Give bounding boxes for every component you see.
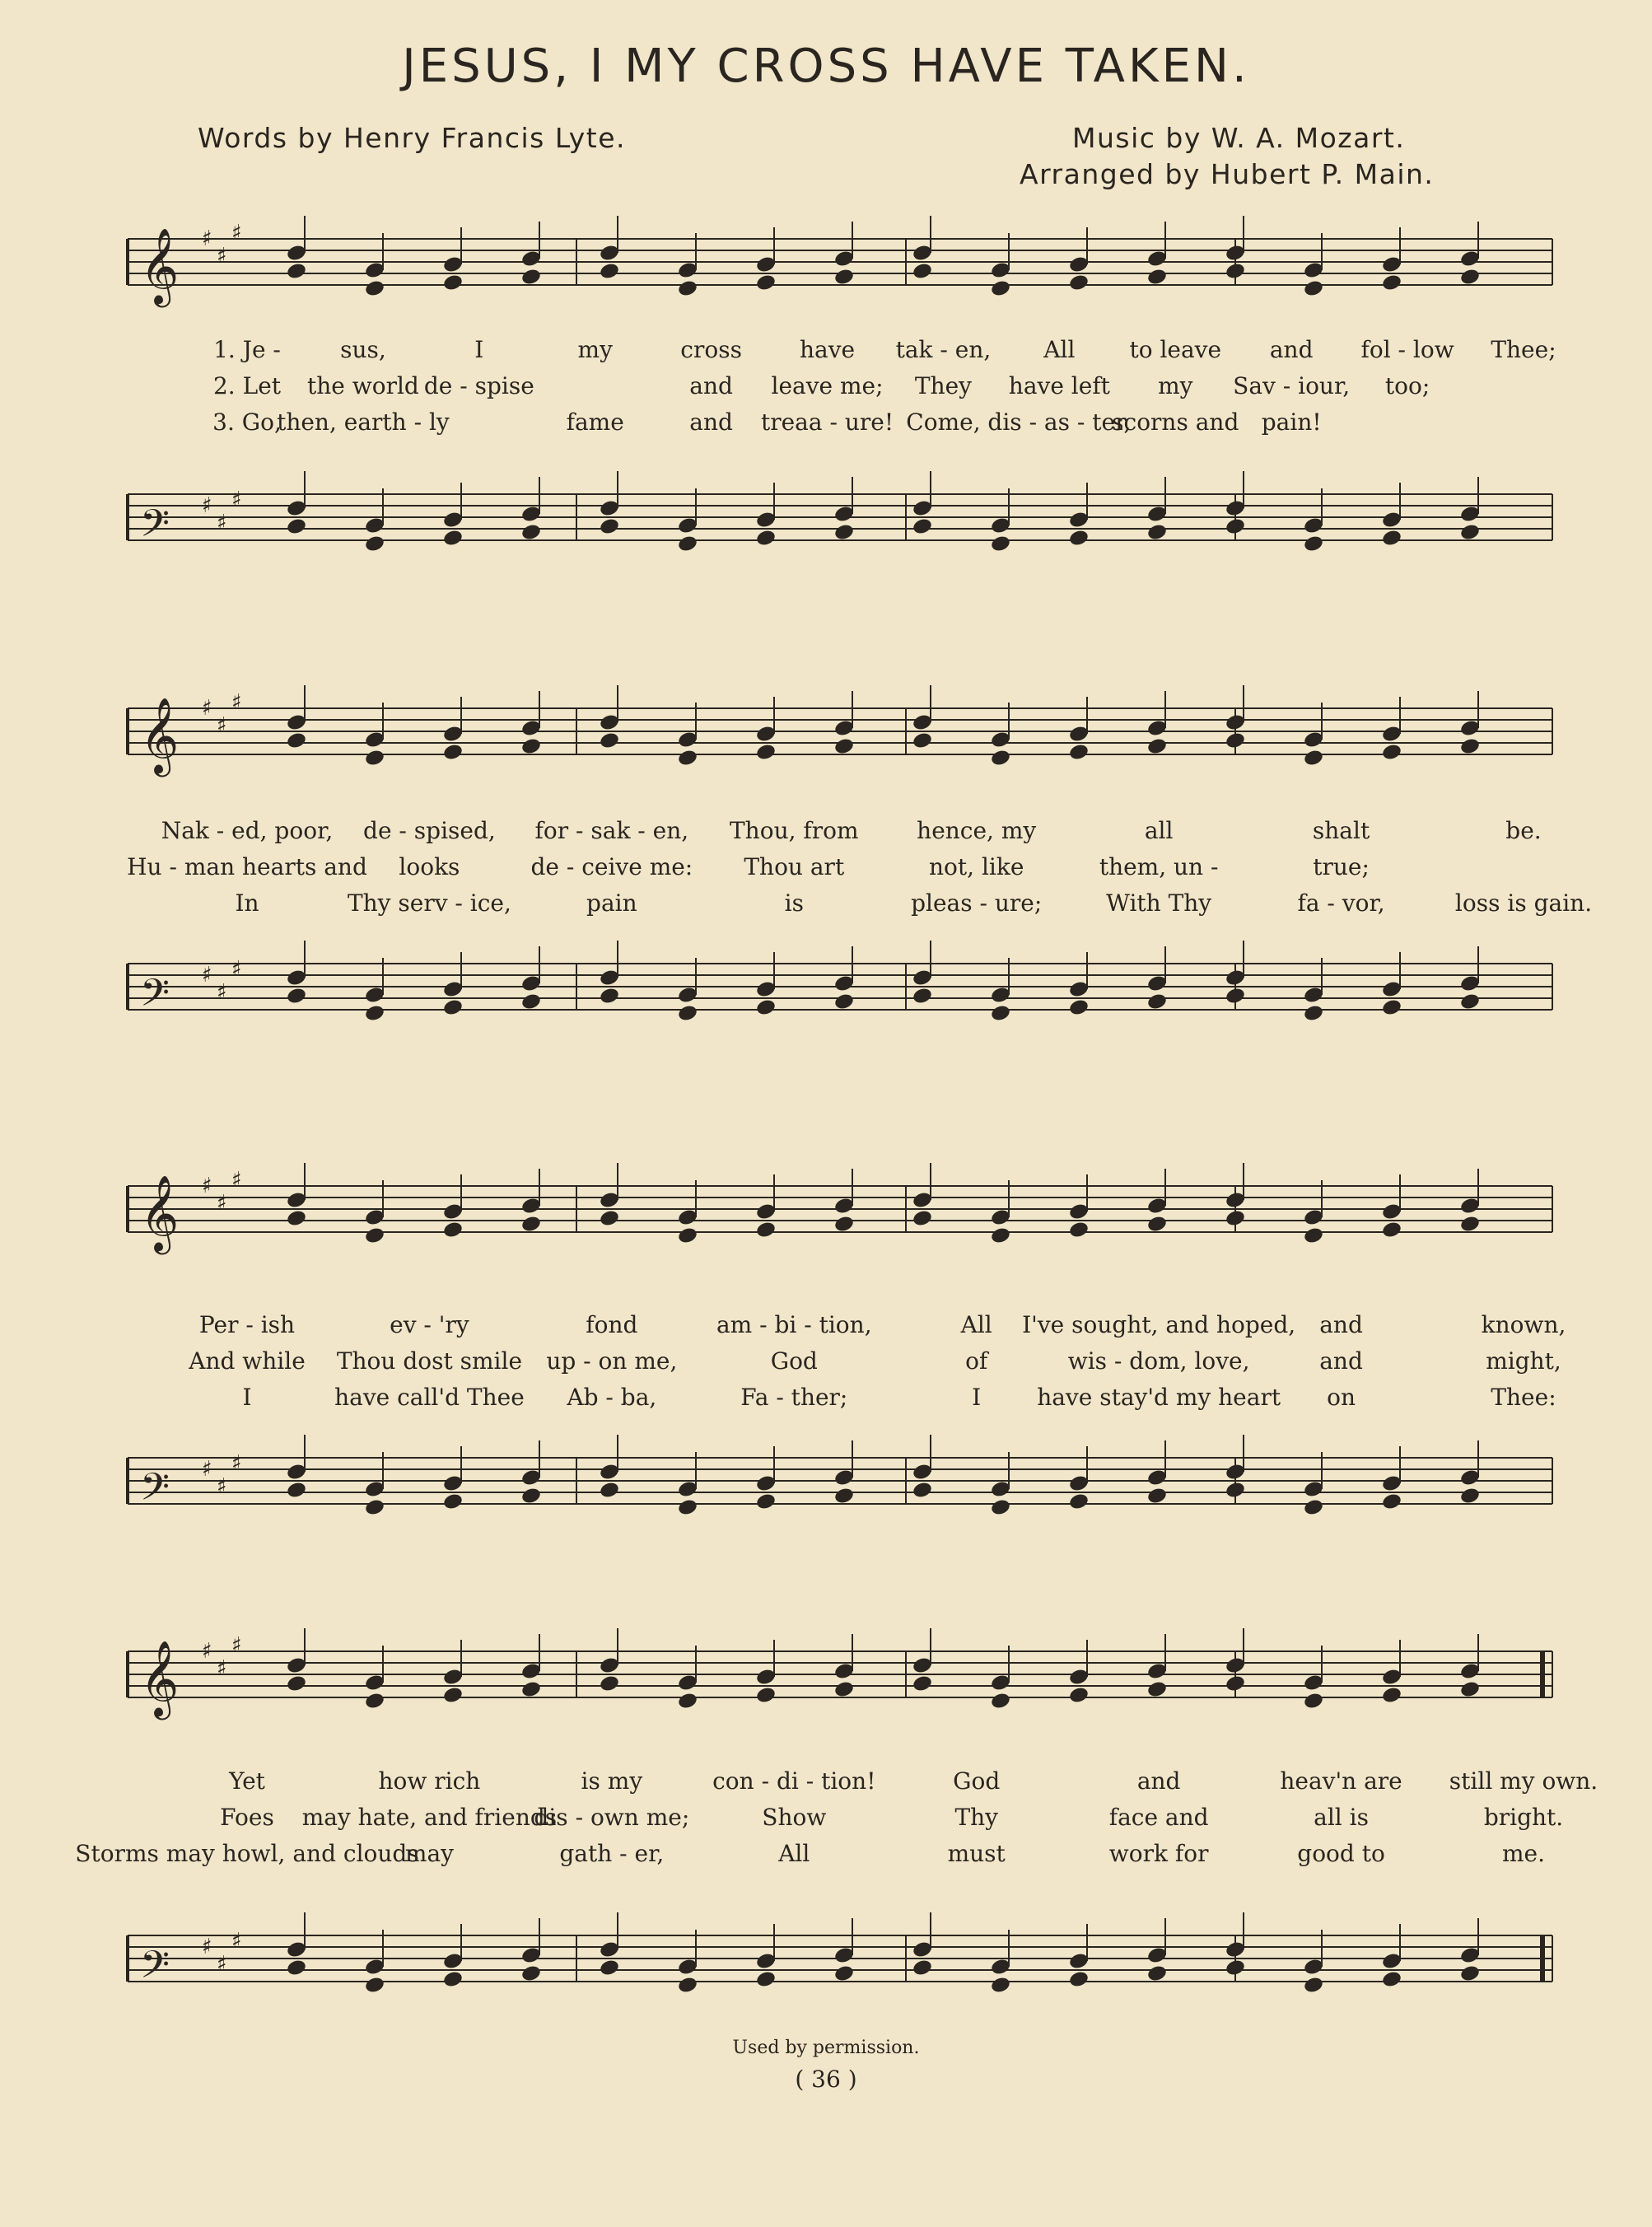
note-head <box>833 992 855 1011</box>
note-head <box>1381 529 1402 548</box>
lyric-syllable: true; <box>1313 853 1370 880</box>
note-head <box>677 1692 698 1711</box>
lyric-syllable: have call'd Thee <box>334 1384 525 1411</box>
note-head <box>1381 998 1402 1017</box>
note-head <box>677 1226 698 1245</box>
note-head <box>990 1692 1011 1711</box>
lyric-line <box>0 1767 1652 1802</box>
note-head <box>755 273 777 292</box>
lyric-syllable: I <box>242 1384 252 1411</box>
note-head <box>912 1209 933 1228</box>
note-head <box>1225 731 1246 750</box>
treble-staff-system-1 <box>0 222 1652 338</box>
note-head <box>286 1959 307 1977</box>
lyric-syllable: God <box>770 1347 818 1375</box>
lyric-syllable: Yet <box>229 1767 265 1795</box>
note-head <box>286 987 307 1006</box>
lyric-syllable: Thou, from <box>730 817 859 844</box>
lyric-syllable: my <box>577 336 613 363</box>
music-credit: Music by W. A. Mozart. <box>1072 122 1406 154</box>
note-head <box>1225 1481 1246 1500</box>
note-head <box>1225 1959 1246 1977</box>
lyric-syllable: and <box>1319 1311 1363 1338</box>
lyric-syllable: on <box>1327 1384 1356 1411</box>
note-head <box>677 535 698 553</box>
sharp-icon: ♯ <box>231 1633 242 1658</box>
note-head <box>755 1221 777 1240</box>
lyric-syllable: then, earth - ly <box>277 409 450 436</box>
treble-clef-icon: 𝄞 <box>140 1174 180 1251</box>
note-head <box>833 1215 855 1234</box>
bass-staff-system-3 <box>0 1441 1652 1557</box>
note-head <box>1068 743 1090 762</box>
note-head <box>990 1004 1011 1023</box>
note-head <box>1068 529 1090 548</box>
lyric-syllable: for - sak - en, <box>534 817 689 844</box>
lyric-syllable: Hu - man hearts and <box>127 853 367 880</box>
note-head <box>1225 1674 1246 1693</box>
hymn-title: JESUS, I MY CROSS HAVE TAKEN. <box>402 40 1250 93</box>
lyric-syllable: de - spise <box>423 372 534 399</box>
bass-staff-system-4 <box>0 1919 1652 2034</box>
note-head <box>1459 1680 1481 1699</box>
treble-clef-icon: 𝄞 <box>140 1640 180 1716</box>
lyric-syllable: of <box>965 1347 988 1375</box>
note-head <box>1303 1692 1324 1711</box>
lyric-syllable: face and <box>1108 1804 1209 1831</box>
lyric-syllable: All <box>778 1840 810 1867</box>
lyric-syllable: And while <box>189 1347 306 1375</box>
note-head <box>286 262 307 281</box>
note-head <box>599 987 620 1006</box>
note-head <box>833 268 855 287</box>
lyric-syllable: might, <box>1486 1347 1561 1375</box>
lyric-syllable: All <box>1043 336 1076 363</box>
note-head <box>677 1498 698 1517</box>
note-head <box>1146 1487 1168 1506</box>
lyric-syllable: 1. Je - <box>213 336 281 363</box>
note-head <box>1459 1487 1481 1506</box>
note-head <box>1225 262 1246 281</box>
note-head <box>1381 1492 1402 1511</box>
lyric-line <box>0 1311 1652 1346</box>
note-head <box>1068 998 1090 1017</box>
note-head <box>286 1674 307 1693</box>
words-credit: Words by Henry Francis Lyte. <box>198 122 626 154</box>
lyric-line <box>0 1840 1652 1875</box>
note-head <box>833 737 855 756</box>
lyric-syllable: dis - own me; <box>534 1804 690 1831</box>
note-head <box>520 1964 542 1983</box>
lyric-line <box>0 853 1652 888</box>
lyric-syllable: de - ceive me: <box>530 853 693 880</box>
lyric-syllable: have left <box>1008 372 1110 399</box>
note-head <box>1146 523 1168 542</box>
lyric-syllable: treaa - ure! <box>760 409 894 436</box>
sharp-icon: ♯ <box>217 1656 227 1681</box>
note-head <box>1303 535 1324 553</box>
lyric-syllable: looks <box>399 853 460 880</box>
lyric-syllable: sus, <box>340 336 386 363</box>
note-head <box>442 273 464 292</box>
note-head <box>1459 1215 1481 1234</box>
lyric-syllable: loss is gain. <box>1454 889 1593 917</box>
sharp-icon: ♯ <box>231 1168 242 1193</box>
lyric-syllable: is <box>784 889 804 917</box>
note-head <box>599 1481 620 1500</box>
sharp-icon: ♯ <box>217 244 227 268</box>
lyric-syllable: gath - er, <box>559 1840 665 1867</box>
lyric-syllable: is my <box>581 1767 643 1795</box>
lyric-syllable: de - spised, <box>363 817 496 844</box>
note-head <box>833 1487 855 1506</box>
lyric-syllable: 3. Go, <box>212 409 282 436</box>
note-head <box>1303 1976 1324 1995</box>
note-head <box>833 1680 855 1699</box>
note-head <box>520 523 542 542</box>
lyric-syllable: heav'n are <box>1280 1767 1402 1795</box>
note-head <box>442 1970 464 1989</box>
lyric-syllable: to leave <box>1129 336 1222 363</box>
note-head <box>1068 273 1090 292</box>
lyric-syllable: Fa - ther; <box>740 1384 848 1411</box>
note-head <box>520 1215 542 1234</box>
sharp-icon: ♯ <box>217 1952 227 1977</box>
lyric-syllable: Nak - ed, poor, <box>161 817 334 844</box>
lyric-syllable: pain! <box>1261 409 1322 436</box>
note-head <box>1068 1970 1090 1989</box>
lyric-syllable: All <box>960 1311 992 1338</box>
lyric-syllable: me. <box>1501 1840 1546 1867</box>
lyric-syllable: fa - vor, <box>1297 889 1385 917</box>
note-head <box>442 1492 464 1511</box>
note-head <box>1381 1686 1402 1705</box>
lyric-syllable: pain <box>586 889 637 917</box>
lyric-syllable: and <box>689 409 733 436</box>
bass-clef-icon: 𝄢 <box>140 971 170 1025</box>
lyric-line <box>0 889 1652 924</box>
lyric-syllable: shalt <box>1312 817 1370 844</box>
note-head <box>1303 749 1324 768</box>
lyric-syllable: all is <box>1314 1804 1369 1831</box>
bass-clef-icon: 𝄢 <box>140 502 170 555</box>
lyric-syllable: In <box>235 889 259 917</box>
lyric-syllable: They <box>914 372 973 399</box>
lyric-syllable: ev - 'ry <box>390 1311 469 1338</box>
arranger-credit: Arranged by Hubert P. Main. <box>1020 158 1435 190</box>
lyric-syllable: dis - as - ter, <box>987 409 1132 436</box>
lyric-syllable: wis - dom, love, <box>1067 1347 1250 1375</box>
note-head <box>364 279 385 298</box>
lyric-syllable: not, like <box>929 853 1024 880</box>
sharp-icon: ♯ <box>202 493 212 518</box>
lyric-syllable: fol - low <box>1360 336 1454 363</box>
note-head <box>1381 273 1402 292</box>
note-head <box>912 1481 933 1500</box>
note-head <box>1225 987 1246 1006</box>
lyric-syllable: and <box>1269 336 1314 363</box>
page-number: ( 36 ) <box>795 2066 857 2093</box>
note-head <box>990 535 1011 553</box>
sharp-icon: ♯ <box>217 511 227 535</box>
note-head <box>1068 1492 1090 1511</box>
lyric-syllable: Thou dost smile <box>336 1347 523 1375</box>
lyric-syllable: leave me; <box>771 372 884 399</box>
lyric-syllable: Storms may howl, and clouds <box>75 1840 419 1867</box>
treble-clef-icon: 𝄞 <box>140 227 180 304</box>
sharp-icon: ♯ <box>217 713 227 738</box>
lyric-syllable: my <box>1158 372 1193 399</box>
lyric-syllable: Foes <box>220 1804 274 1831</box>
note-head <box>1459 268 1481 287</box>
lyric-syllable: 2. Let <box>212 372 282 399</box>
note-head <box>599 262 620 281</box>
note-head <box>1303 279 1324 298</box>
note-head <box>1225 1209 1246 1228</box>
sharp-icon: ♯ <box>231 488 242 512</box>
lyric-syllable: up - on me, <box>546 1347 678 1375</box>
sharp-icon: ♯ <box>231 690 242 715</box>
note-head <box>755 1970 777 1989</box>
lyric-syllable: tak - en, <box>895 336 992 363</box>
sharp-icon: ♯ <box>202 1935 212 1959</box>
lyric-syllable: have stay'd my heart <box>1037 1384 1281 1411</box>
lyric-line <box>0 372 1652 407</box>
lyric-syllable: scorns and <box>1112 409 1239 436</box>
lyric-syllable: With Thy <box>1106 889 1212 917</box>
note-head <box>1068 1686 1090 1705</box>
lyric-syllable: work for <box>1108 1840 1209 1867</box>
lyric-line <box>0 1347 1652 1382</box>
lyric-syllable: must <box>947 1840 1006 1867</box>
note-head <box>912 262 933 281</box>
note-head <box>364 1692 385 1711</box>
sharp-icon: ♯ <box>231 1929 242 1954</box>
note-head <box>833 523 855 542</box>
lyric-syllable: have <box>799 336 856 363</box>
note-head <box>442 1221 464 1240</box>
lyric-syllable: Thee; <box>1491 336 1556 363</box>
note-head <box>599 1959 620 1977</box>
lyric-syllable: I've sought, and hoped, <box>1022 1311 1296 1338</box>
permission-note: Used by permission. <box>732 2038 920 2058</box>
note-head <box>1381 743 1402 762</box>
lyric-syllable: may <box>404 1840 454 1867</box>
note-head <box>755 1686 777 1705</box>
bass-staff-system-1 <box>0 478 1652 593</box>
lyric-syllable: too; <box>1384 372 1430 399</box>
note-head <box>286 731 307 750</box>
lyric-syllable: am - bi - tion, <box>716 1311 872 1338</box>
note-head <box>1303 1498 1324 1517</box>
note-head <box>1146 992 1168 1011</box>
lyric-line <box>0 1804 1652 1838</box>
bass-staff-system-2 <box>0 947 1652 1062</box>
note-head <box>1146 268 1168 287</box>
lyric-syllable: cross <box>680 336 742 363</box>
note-head <box>677 279 698 298</box>
lyric-syllable: Ab - ba, <box>567 1384 657 1411</box>
sharp-icon: ♯ <box>217 1474 227 1499</box>
note-head <box>364 1004 385 1023</box>
note-head <box>442 998 464 1017</box>
lyric-syllable: I <box>972 1384 982 1411</box>
note-head <box>520 992 542 1011</box>
note-head <box>520 268 542 287</box>
lyric-line <box>0 817 1652 852</box>
note-head <box>1459 523 1481 542</box>
note-head <box>1381 1970 1402 1989</box>
note-head <box>364 1498 385 1517</box>
lyric-syllable: Thy <box>954 1804 998 1831</box>
lyric-syllable: bright. <box>1483 1804 1564 1831</box>
note-head <box>755 1492 777 1511</box>
note-head <box>912 517 933 536</box>
sharp-icon: ♯ <box>231 1451 242 1476</box>
lyric-syllable: them, un - <box>1099 853 1219 880</box>
lyric-syllable: Thou art <box>744 853 845 880</box>
note-head <box>990 1226 1011 1245</box>
note-head <box>1381 1221 1402 1240</box>
sharp-icon: ♯ <box>217 980 227 1005</box>
note-head <box>912 731 933 750</box>
sharp-icon: ♯ <box>202 1457 212 1482</box>
lyric-line <box>0 409 1652 443</box>
sharp-icon: ♯ <box>202 226 212 251</box>
lyric-syllable: good to <box>1297 1840 1385 1867</box>
lyric-syllable: known, <box>1481 1311 1566 1338</box>
note-head <box>677 1976 698 1995</box>
note-head <box>286 1209 307 1228</box>
note-head <box>990 279 1011 298</box>
note-head <box>599 1674 620 1693</box>
note-head <box>1146 1964 1168 1983</box>
sharp-icon: ♯ <box>217 1191 227 1216</box>
note-head <box>677 749 698 768</box>
lyric-syllable: and <box>1319 1347 1363 1375</box>
sharp-icon: ♯ <box>231 957 242 982</box>
note-head <box>520 1487 542 1506</box>
lyric-line <box>0 336 1652 371</box>
note-head <box>520 1680 542 1699</box>
lyric-syllable: pleas - ure; <box>911 889 1043 917</box>
note-head <box>599 517 620 536</box>
note-head <box>1459 1964 1481 1983</box>
note-head <box>520 737 542 756</box>
lyric-syllable: still my own. <box>1449 1767 1598 1795</box>
note-head <box>364 749 385 768</box>
lyric-syllable: God <box>953 1767 1001 1795</box>
note-head <box>442 743 464 762</box>
note-head <box>677 1004 698 1023</box>
lyric-syllable: and <box>1136 1767 1181 1795</box>
note-head <box>1146 1680 1168 1699</box>
lyric-syllable: and <box>689 372 733 399</box>
note-head <box>755 998 777 1017</box>
lyric-syllable: fond <box>586 1311 638 1338</box>
note-head <box>1146 1215 1168 1234</box>
sharp-icon: ♯ <box>202 1639 212 1664</box>
note-head <box>1068 1221 1090 1240</box>
note-head <box>364 1226 385 1245</box>
note-head <box>364 535 385 553</box>
lyric-syllable: Show <box>762 1804 827 1831</box>
note-head <box>912 1959 933 1977</box>
note-head <box>990 1498 1011 1517</box>
treble-staff-system-2 <box>0 692 1652 807</box>
lyric-line <box>0 1384 1652 1418</box>
note-head <box>990 1976 1011 1995</box>
note-head <box>599 731 620 750</box>
note-head <box>599 1209 620 1228</box>
note-head <box>286 517 307 536</box>
bass-clef-icon: 𝄢 <box>140 1943 170 1996</box>
treble-staff-system-3 <box>0 1170 1652 1285</box>
note-head <box>755 529 777 548</box>
lyric-syllable: Thy serv - ice, <box>347 889 511 917</box>
note-head <box>442 529 464 548</box>
lyric-syllable: the world <box>306 372 419 399</box>
note-head <box>364 1976 385 1995</box>
lyric-syllable: Per - ish <box>198 1311 296 1338</box>
lyric-syllable: con - di - tion! <box>712 1767 876 1795</box>
note-head <box>990 749 1011 768</box>
lyric-syllable: Sav - iour, <box>1233 372 1351 399</box>
note-head <box>1459 992 1481 1011</box>
lyric-syllable: all <box>1144 817 1174 844</box>
lyric-syllable: Come, <box>906 409 981 436</box>
treble-staff-system-4 <box>0 1635 1652 1750</box>
note-head <box>1303 1226 1324 1245</box>
note-head <box>912 1674 933 1693</box>
note-head <box>1459 737 1481 756</box>
lyric-syllable: be. <box>1505 817 1542 844</box>
note-head <box>286 1481 307 1500</box>
note-head <box>1225 517 1246 536</box>
treble-clef-icon: 𝄞 <box>140 697 180 773</box>
note-head <box>442 1686 464 1705</box>
lyric-syllable: may hate, and friends <box>301 1804 558 1831</box>
note-head <box>755 743 777 762</box>
note-head <box>833 1964 855 1983</box>
note-head <box>1146 737 1168 756</box>
lyric-syllable: I <box>474 336 484 363</box>
lyric-syllable: fame <box>566 409 624 436</box>
sharp-icon: ♯ <box>231 221 242 245</box>
lyric-syllable: how rich <box>378 1767 481 1795</box>
sharp-icon: ♯ <box>202 1174 212 1198</box>
note-head <box>1303 1004 1324 1023</box>
lyric-syllable: Thee: <box>1491 1384 1556 1411</box>
sharp-icon: ♯ <box>202 696 212 721</box>
lyric-syllable: hence, my <box>917 817 1037 844</box>
note-head <box>912 987 933 1006</box>
sharp-icon: ♯ <box>202 963 212 987</box>
bass-clef-icon: 𝄢 <box>140 1465 170 1519</box>
